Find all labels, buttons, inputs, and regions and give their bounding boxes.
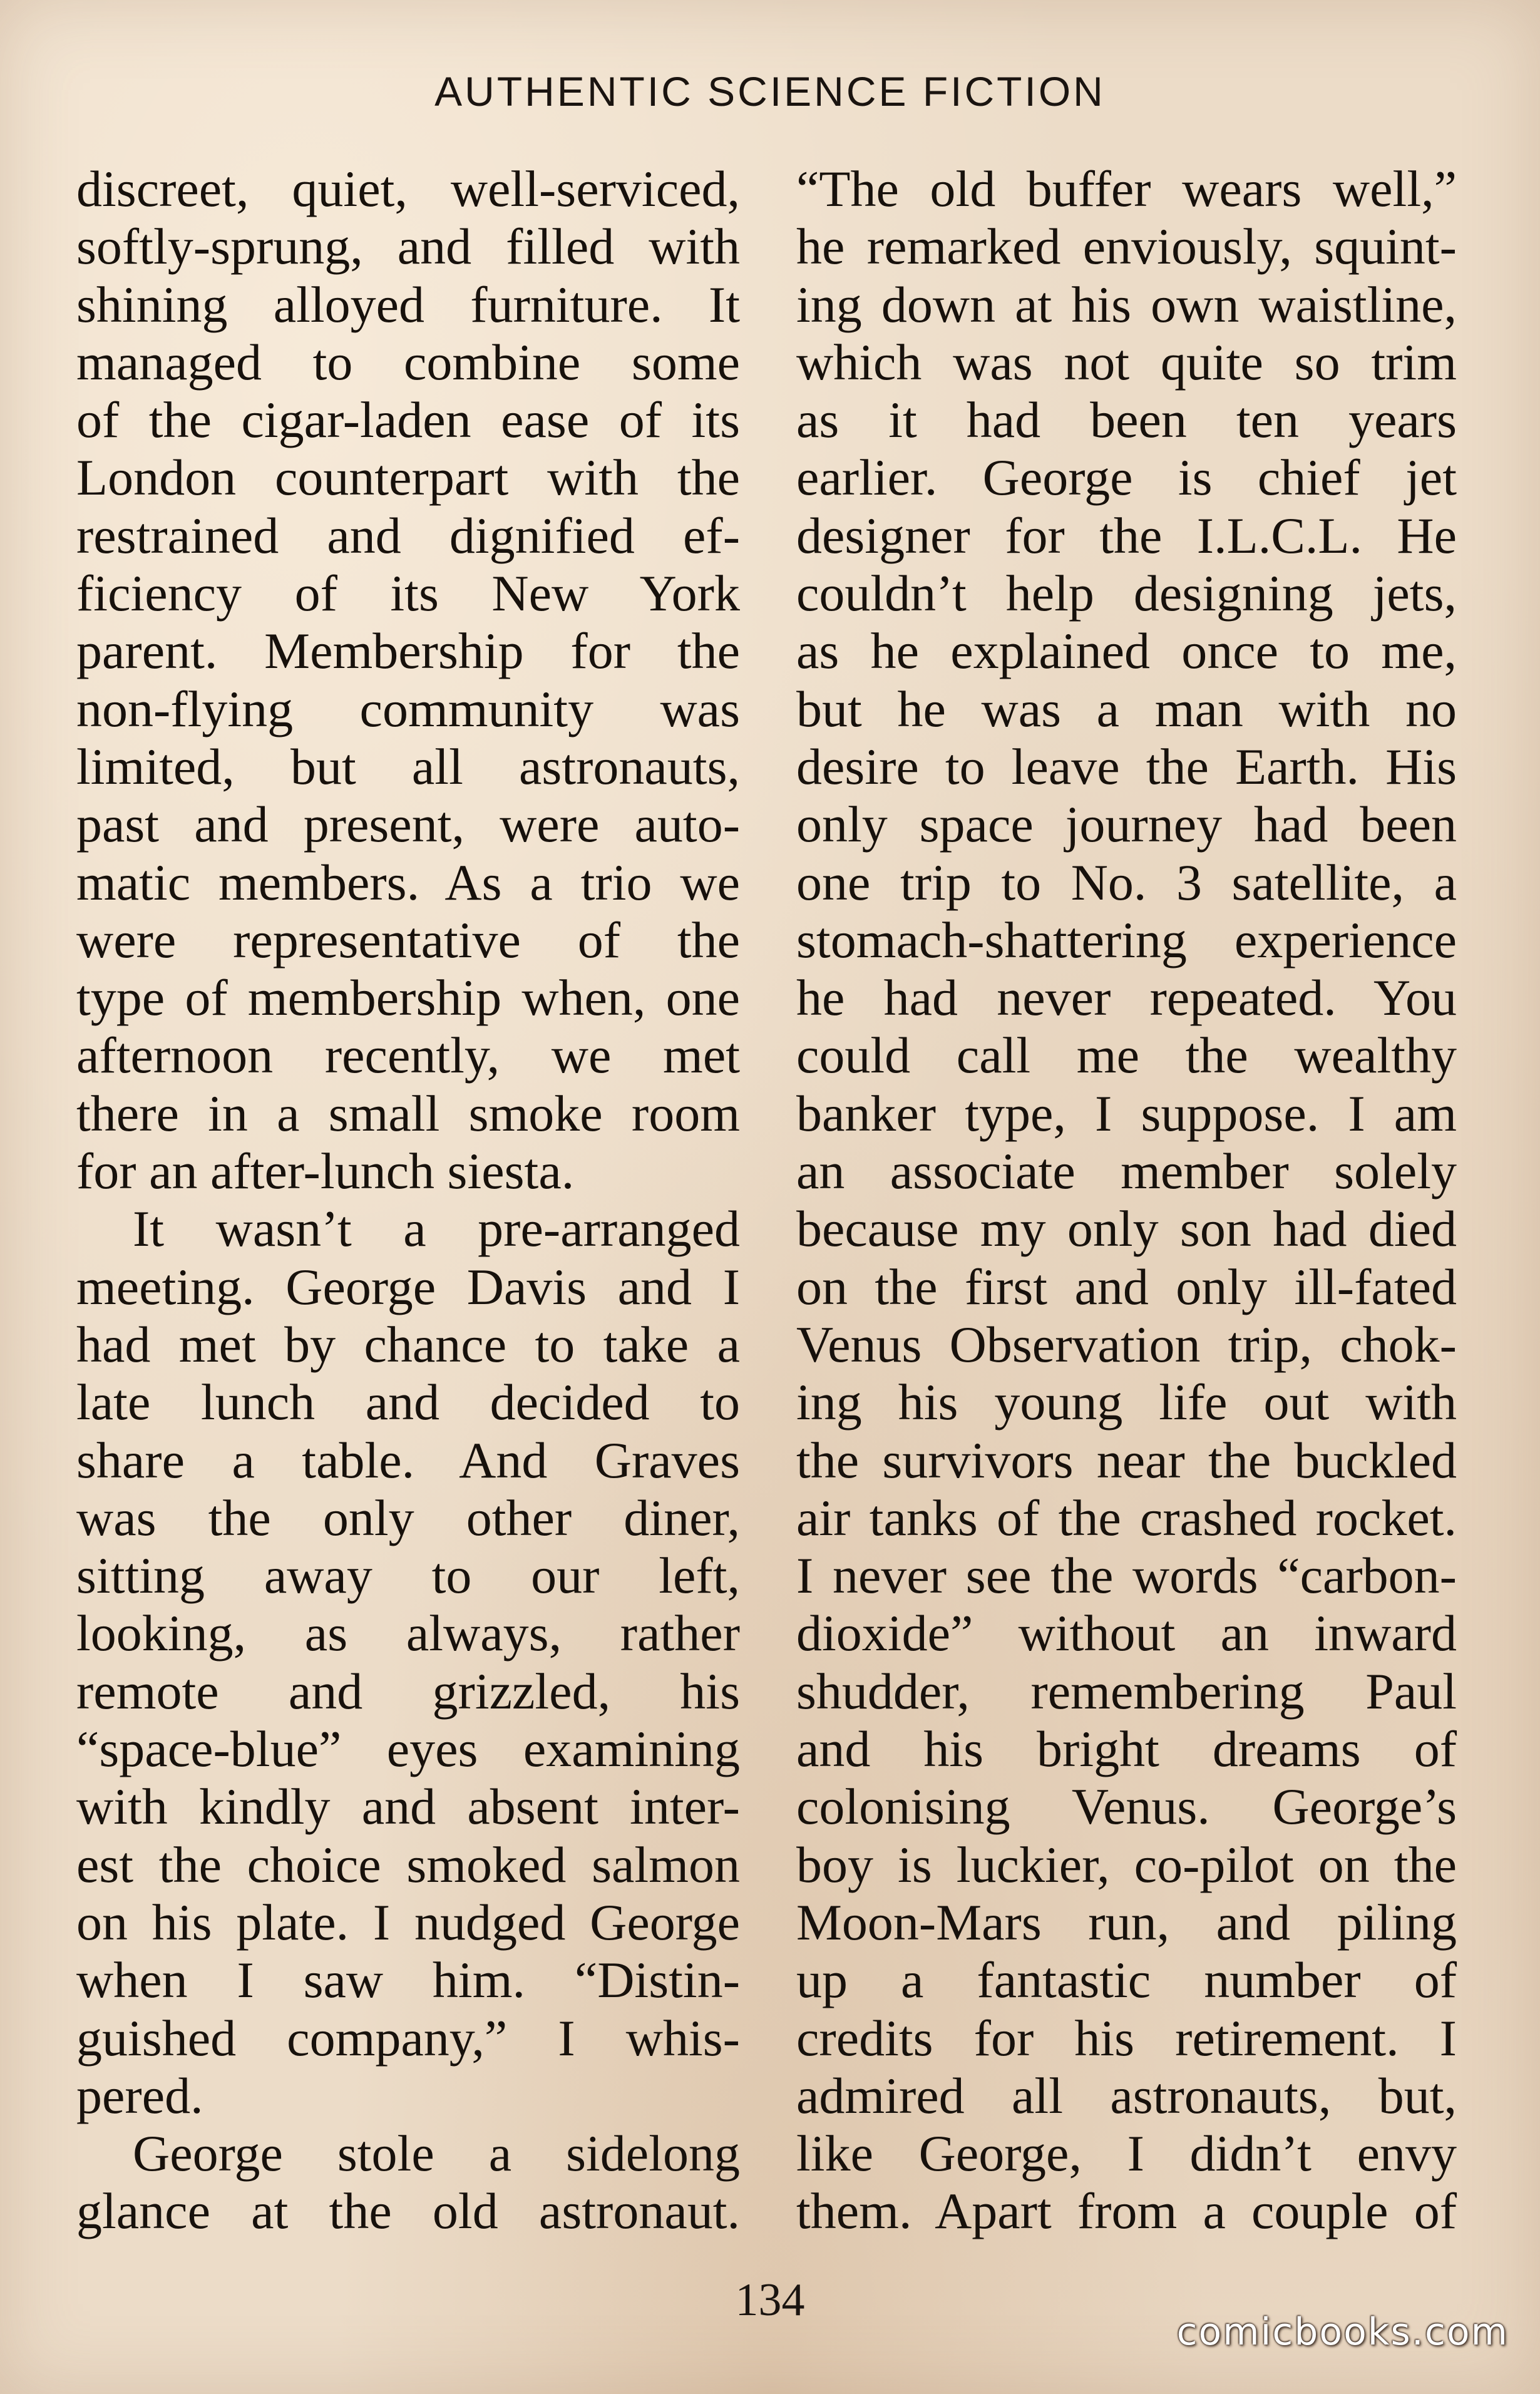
running-title: AUTHENTIC SCIENCE FICTION	[434, 68, 1106, 115]
text-line: It wasn’t a pre-arranged	[133, 1200, 740, 1258]
text-line: air tanks of the crashed rocket.	[796, 1489, 1457, 1546]
text-line: Venus Observation trip, chok-	[796, 1315, 1457, 1373]
text-line: late lunch and decided to	[76, 1374, 740, 1431]
text-line: desire to leave the Earth. His	[796, 737, 1457, 795]
text-line: meeting. George Davis and I	[76, 1258, 740, 1315]
text-line: glance at the old astronaut.	[76, 2182, 740, 2240]
text-line: ficiency of its New York	[76, 565, 740, 622]
text-line: stomach-shattering experience	[796, 911, 1457, 968]
text-line: remote and grizzled, his	[76, 1662, 740, 1720]
text-line: shining alloyed furniture. It	[76, 275, 740, 333]
text-line: type of membership when, one	[76, 969, 740, 1027]
text-line: ing his young life out with	[796, 1374, 1457, 1431]
text-line: and his bright dreams of	[796, 1720, 1457, 1778]
text-line: est the choice smoked salmon	[76, 1836, 740, 1893]
text-line: “space-blue” eyes examining	[76, 1720, 740, 1778]
text-line: George stole a sidelong	[133, 2125, 740, 2182]
text-line: there in a small smoke room	[76, 1084, 740, 1142]
text-line: past and present, were auto-	[76, 796, 740, 853]
text-line: of the cigar-laden ease of its	[76, 391, 740, 449]
site-watermark: comicbooks.com	[1176, 2310, 1509, 2354]
text-line: credits for his retirement. I	[796, 2009, 1457, 2067]
text-line: on his plate. I nudged George	[76, 1893, 740, 1951]
text-line: had met by chance to take a	[76, 1315, 740, 1373]
text-line: looking, as always, rather	[76, 1605, 740, 1662]
text-line: softly-sprung, and filled with	[76, 218, 740, 275]
text-line: were representative of the	[76, 911, 740, 968]
text-line: managed to combine some	[76, 333, 740, 391]
text-line: pered.	[76, 2067, 203, 2124]
text-line: admired all astronauts, but,	[796, 2067, 1457, 2124]
text-line: he had never repeated. You	[796, 969, 1457, 1027]
text-line: colonising Venus. George’s	[796, 1778, 1457, 1836]
right-text-column	[796, 160, 1457, 2241]
text-line: ing down at his own waistline,	[796, 275, 1457, 333]
text-line: but he was a man with no	[796, 680, 1457, 737]
text-line: up a fantastic number of	[796, 1951, 1457, 2009]
text-line: earlier. George is chief jet	[796, 449, 1457, 506]
page-number: 134	[735, 2274, 805, 2326]
text-line: couldn’t help designing jets,	[796, 565, 1457, 622]
text-line: on the first and only ill-fated	[796, 1258, 1457, 1315]
left-text-column	[76, 160, 740, 2241]
text-line: one trip to No. 3 satellite, a	[796, 853, 1457, 911]
text-line: non-flying community was	[76, 680, 740, 737]
text-line: London counterpart with the	[76, 449, 740, 506]
text-line: when I saw him. “Distin-	[76, 1951, 740, 2009]
text-line: limited, but all astronauts,	[76, 737, 740, 795]
text-line: only space journey had been	[796, 796, 1457, 853]
text-line: with kindly and absent inter-	[76, 1778, 740, 1836]
text-line: Moon-Mars run, and piling	[796, 1893, 1457, 1951]
text-line: sitting away to our left,	[76, 1547, 740, 1605]
text-line: parent. Membership for the	[76, 622, 740, 680]
text-line: was the only other diner,	[76, 1489, 740, 1546]
text-line: because my only son had died	[796, 1200, 1457, 1258]
text-line: share a table. And Graves	[76, 1431, 740, 1489]
text-line: for an after-lunch siesta.	[76, 1143, 575, 1200]
text-line: dioxide” without an inward	[796, 1605, 1457, 1662]
text-line: which was not quite so trim	[796, 333, 1457, 391]
text-line: the survivors near the buckled	[796, 1431, 1457, 1489]
text-line: afternoon recently, we met	[76, 1027, 740, 1084]
text-line: he remarked enviously, squint-	[796, 218, 1457, 275]
text-line: guished company,” I whis-	[76, 2009, 740, 2067]
text-line: discreet, quiet, well-serviced,	[76, 160, 740, 217]
text-line: shudder, remembering Paul	[796, 1662, 1457, 1720]
text-line: could call me the wealthy	[796, 1027, 1457, 1084]
text-line: like George, I didn’t envy	[796, 2125, 1457, 2182]
text-line: an associate member solely	[796, 1143, 1457, 1200]
text-line: as it had been ten years	[796, 391, 1457, 449]
text-line: “The old buffer wears well,”	[796, 160, 1457, 217]
text-line: as he explained once to me,	[796, 622, 1457, 680]
text-line: them. Apart from a couple of	[796, 2182, 1457, 2240]
text-line: matic members. As a trio we	[76, 853, 740, 911]
text-line: boy is luckier, co-pilot on the	[796, 1836, 1457, 1893]
text-line: restrained and dignified ef-	[76, 506, 740, 564]
text-line: I never see the words “carbon-	[796, 1547, 1457, 1605]
text-line: designer for the I.L.C.L. He	[796, 506, 1457, 564]
text-line: banker type, I suppose. I am	[796, 1084, 1457, 1142]
